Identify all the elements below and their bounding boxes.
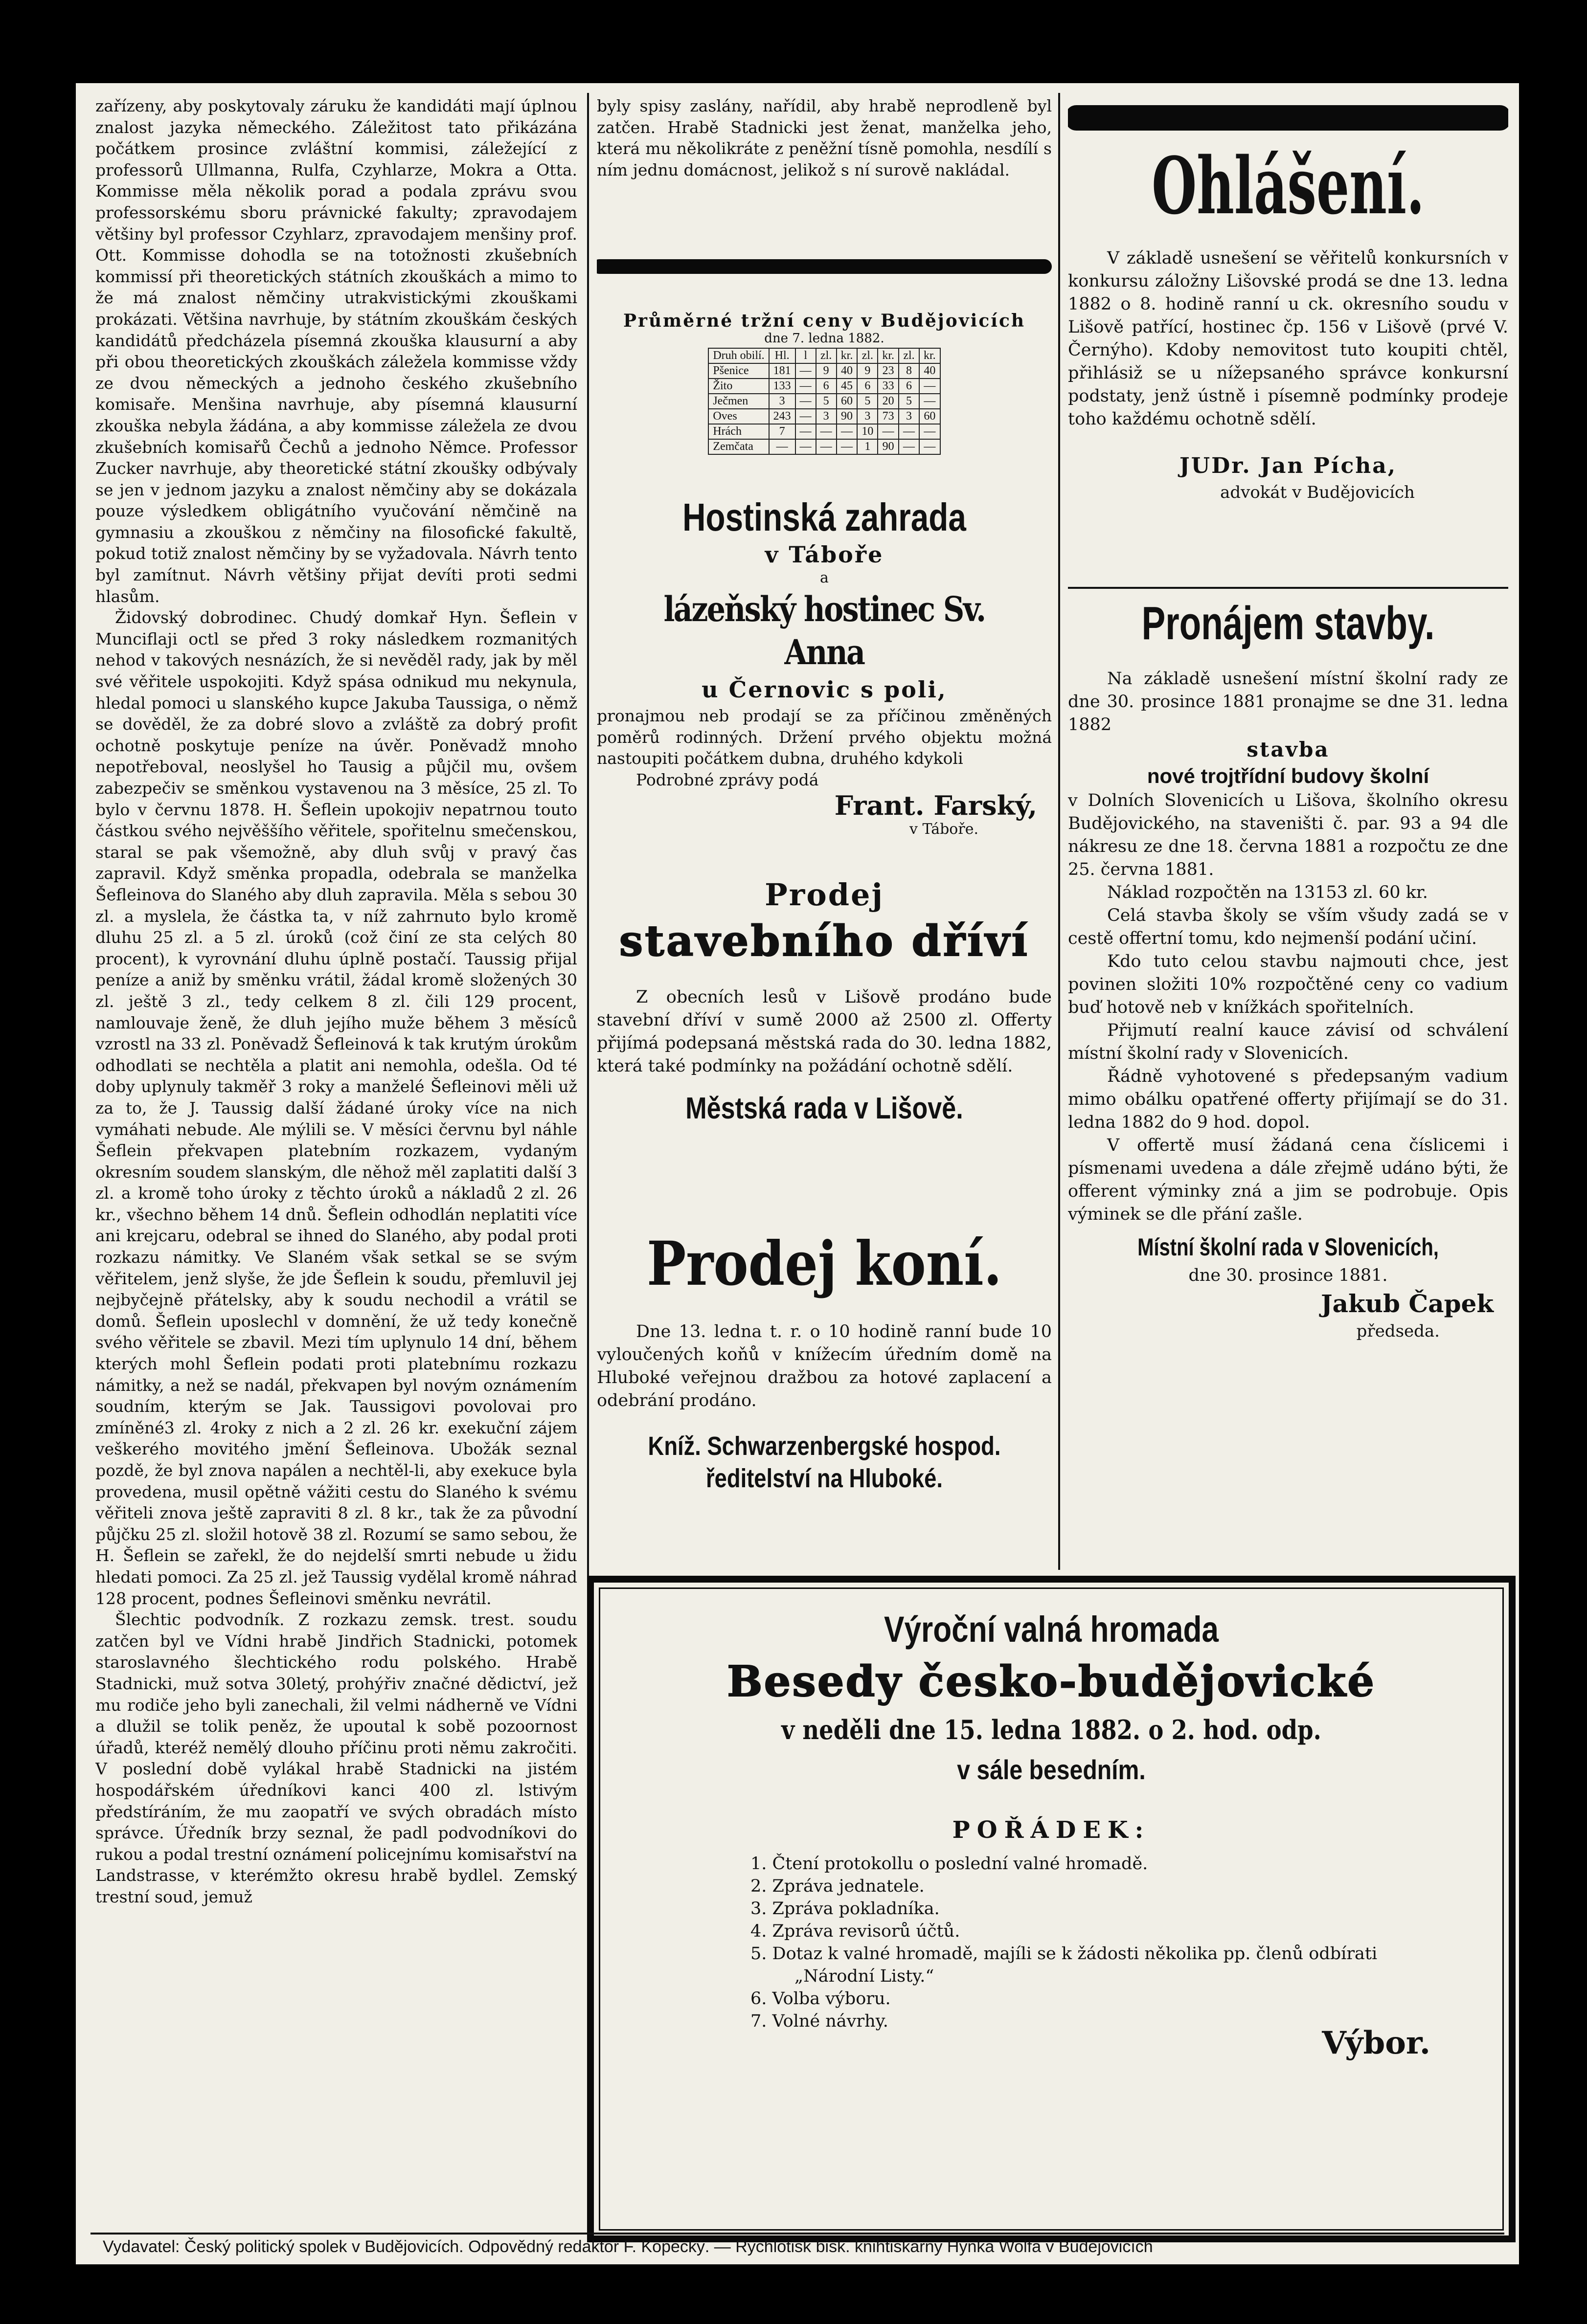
table-header-cell: kr.: [919, 348, 940, 363]
ad-where: v sále besedním.: [957, 1754, 1146, 1785]
prices-title: Průměrné tržní ceny v Budějovicích: [623, 311, 1026, 331]
table-row: [708, 379, 940, 394]
ad-subtitle: stavba: [1247, 737, 1330, 761]
table-cell: 90: [878, 439, 899, 454]
ad-signer: Kníž. Schwarzenbergské hospod.: [648, 1431, 1001, 1461]
table-cell: 3: [857, 409, 878, 424]
table-header-cell: zl.: [899, 348, 919, 363]
table-cell: 90: [837, 409, 858, 424]
table-cell: —: [919, 439, 940, 454]
ad-signer-role: advokát v Budějovicích: [1220, 483, 1415, 502]
ad-subtitle-2: nové trojtřídní budovy školní: [1147, 764, 1429, 787]
table-cell: —: [919, 394, 940, 409]
program-item: 6. Volba výboru.: [750, 1989, 891, 2009]
table-cell: 181: [769, 363, 795, 379]
ad-signer-2: ředitelství na Hluboké.: [706, 1464, 943, 1493]
table-cell: 3: [816, 409, 837, 424]
ad-separator: [1068, 587, 1508, 589]
ad-signer: JUDr. Jan Pícha,: [1179, 453, 1397, 478]
table-cell: 6: [816, 379, 837, 394]
footer-rule: [91, 2233, 1504, 2235]
table-cell: 3: [899, 409, 919, 424]
table-cell: 6: [899, 379, 919, 394]
prices-table: [708, 348, 940, 455]
table-header-cell: Druh obilí.: [708, 348, 769, 363]
table-cell: —: [795, 424, 816, 439]
table-header-cell: zl.: [816, 348, 837, 363]
ad-body: Řádně vyhotovené s předepsaným vadium mimo obálku opatřené offerty přijímají se do 31. ledna 1882 do 9 hod. dopol.: [1068, 1067, 1508, 1132]
ad-title-2: stavebního dříví: [619, 916, 1030, 966]
ad-role: předseda.: [1356, 1321, 1440, 1341]
table-cell: 5: [899, 394, 919, 409]
divider-bar: [1068, 105, 1508, 131]
table-cell: —: [816, 424, 837, 439]
program-title: POŘÁDEK:: [952, 1816, 1151, 1844]
table-cell: 60: [919, 409, 940, 424]
newspaper-page: [76, 83, 1519, 2264]
table-cell: —: [837, 439, 858, 454]
table-cell: 33: [878, 379, 899, 394]
ad-title: Hostinská zahrada: [682, 495, 966, 539]
table-cell: Oves: [708, 409, 769, 424]
ad-body: Náklad rozpočtěn na 13153 zl. 60 kr.: [1107, 883, 1428, 902]
ad-person: Jakub Čapek: [1320, 1289, 1494, 1318]
ad-pronajem: [1068, 594, 1508, 1341]
table-header-cell: Hl.: [769, 348, 795, 363]
table-cell: 60: [837, 394, 858, 409]
table-cell: —: [899, 439, 919, 454]
table-header-cell: zl.: [857, 348, 878, 363]
ad-signer: Frant. Farský,: [834, 790, 1037, 822]
table-cell: —: [795, 409, 816, 424]
ad-title-2: lázeňský hostinec Sv. Anna: [663, 589, 985, 672]
table-cell: —: [837, 424, 858, 439]
table-row: [708, 424, 940, 439]
table-cell: —: [795, 439, 816, 454]
program-item: 1. Čtení protokollu o poslední valné hromadě.: [750, 1854, 1148, 1874]
ad-body: v Dolních Slovenicích u Lišova, školního okresu Budějovického, na staveništi č. par. 93 a 94 dle nákresu ze dne 18. června 1881 a rozpočtu ze dne 25. června 1881.: [1068, 791, 1508, 879]
column-rule: [1058, 93, 1060, 1570]
table-cell: 40: [837, 363, 858, 379]
ad-hostinska: [597, 494, 1052, 838]
ad-ohlaseni: [1068, 139, 1508, 503]
ad-body: Kdo tuto celou stavbu najmouti chce, jest povinen složiti 10% rozpočtěné ceny co vadium buď hotově neb v knížkách spořitelních.: [1068, 952, 1508, 1017]
table-cell: 40: [919, 363, 940, 379]
article-paragraph: zařízeny, aby poskytovaly záruku že kandidáti mají úplnou znalost jazyka německého. Záležitost tato přikázána počátkem prosince zvláštní kommisi, záležející z professorů Ullmanna, Rulfa, Czyhlarze, Mokra a Otta. Kommisse měla několik porad a podala zprávu svou professorskému sboru právnické fakulty; zpravodajem většiny byl professor Czyhlarz, zpravodajem menšiny prof. Ott. Kommisse dohodla se na totožnosti zkušebních kommissí při theoretických státních zkouškách a mimo to že má znalost němčiny utrakvistickými zkouškami prokázati. Většina navrhuje, by státním zkouškám českých kandidátů předcházela písemná zkouška klausurní a aby při obou theoretických zkouškách záležela kommisse vždy ze dvou německých a jednoho českého zkušebního komisaře. Menšina navrhuje, aby písemná klausurní zkouška nebyla žádána, a aby kommisse záležela ze dvou zkušebních komisařů Čechů a jednoho Němce. Professor Zucker navrhuje, aby theoretické státní zkoušky odbývaly se jen v jednom jazyku a znalost němčiny aby se dokázala pouze výsledkem obligátního vyučování němčině na gymnasiu a zkouškou z němčiny na filosofické fakultě, pokud totiž znalost němčiny by se vyžadovala. Návrh tento byl zamítnut. Návrh většiny přijat devíti proti sedmi hlasům.: [95, 96, 577, 606]
table-cell: Pšenice: [708, 363, 769, 379]
table-row: [708, 439, 940, 454]
prices-body: [708, 363, 940, 454]
table-cell: —: [769, 439, 795, 454]
table-header-cell: kr.: [878, 348, 899, 363]
table-cell: —: [899, 424, 919, 439]
ad-body: V základě usnešení se věřitelů konkursních v konkursu záložny Lišovské prodá se dne 13. ledna 1882 o 8. hodině ranní u ck. okresního soudu v Lišově patřící, hostinec čp. 156 v Lišově (prvé V. Černýho). Kdoby nemovitost tuto koupiti chtěl, přihlásiž se u nížepsaného správce konkursní podstaty, jenž ústně i písemně podmínky prodeje toho každému ochotně sdělí.: [1068, 248, 1508, 429]
ad-body: Celá stavba školy se vším všudy zadá se v cestě offertní tomu, kdo nejmenší podání učiní.: [1068, 906, 1508, 948]
table-cell: —: [878, 424, 899, 439]
table-cell: 45: [837, 379, 858, 394]
program-item: 4. Zpráva revisorů účtů.: [750, 1922, 960, 1941]
ad-signer: Místní školní rada v Slovenicích,: [1137, 1233, 1439, 1261]
table-cell: 3: [769, 394, 795, 409]
table-cell: 73: [878, 409, 899, 424]
framed-ad-beseda: [587, 1576, 1516, 2242]
table-cell: Hrách: [708, 424, 769, 439]
imprint-footer: Vydavatel: Český politický spolek v Budějovicích. Odpovědný redaktor F. Kopecký. — Rychlotisk bisk. knihtiskárny Hynka Wolfa v Budějovicích: [103, 2237, 1153, 2256]
ad-when: v neděli dne 15. ledna 1882. o 2. hod. odp.: [781, 1714, 1321, 1745]
table-cell: —: [919, 379, 940, 394]
ad-body: Dne 13. ledna t. r. o 10 hodině ranní bude 10 vyloučených koňů v knížecím úředním domě na Hluboké veřejnou dražbou za hotové zaplacení a odebrání prodáno.: [597, 1322, 1052, 1410]
table-cell: Ječmen: [708, 394, 769, 409]
table-cell: —: [795, 379, 816, 394]
program-item: 3. Zpráva pokladníka.: [750, 1899, 940, 1919]
program-item: „Národní Listy.“: [794, 1966, 934, 1986]
table-cell: 1: [857, 439, 878, 454]
table-cell: —: [816, 439, 837, 454]
table-cell: —: [795, 394, 816, 409]
ad-body: V offertě musí žádaná cena číslicemi i písmenami uvedena a dále zřejmě udáno býti, že offerent výminky zná a jim se podrobuje. Opis výminek se dle přání zašle.: [1068, 1136, 1508, 1224]
table-header-cell: l: [795, 348, 816, 363]
ad-place: v Táboře: [765, 541, 884, 568]
table-row: [708, 394, 940, 409]
table-cell: 7: [769, 424, 795, 439]
table-row: [708, 363, 940, 379]
prices-date: dne 7. ledna 1882.: [764, 331, 884, 346]
program-item: 7. Volné návrhy.: [750, 2011, 888, 2031]
table-cell: 6: [857, 379, 878, 394]
table-header-row: [708, 348, 940, 363]
ad-title: Výroční valná hromada: [884, 1609, 1219, 1650]
right-column: [1068, 95, 1508, 1572]
table-cell: 9: [857, 363, 878, 379]
market-prices: [597, 311, 1052, 455]
table-cell: 5: [857, 394, 878, 409]
table-cell: 23: [878, 363, 899, 379]
table-cell: 243: [769, 409, 795, 424]
ad-title: Prodej koní.: [647, 1229, 1002, 1299]
ad-signer: Výbor.: [1322, 2025, 1430, 2061]
table-cell: 9: [816, 363, 837, 379]
ad-date: dne 30. prosince 1881.: [1188, 1266, 1388, 1285]
table-cell: 8: [899, 363, 919, 379]
ad-body: Z obecních lesů v Lišově prodáno bude stavební dříví v sumě 2000 až 2500 zl. Offerty přijímá podepsaná městská rada do 30. ledna 1882, která také podmínky na požádání ochotně sdělí.: [597, 987, 1052, 1076]
divider-bar: [597, 259, 1052, 274]
table-cell: 20: [878, 394, 899, 409]
ad-title: Prodej: [765, 877, 884, 913]
ad-title: Pronájem stavby.: [1141, 597, 1435, 649]
program-list: [613, 1853, 1489, 2033]
program-item: 2. Zpráva jednatele.: [750, 1877, 925, 1896]
ad-prodej-drivi: [597, 875, 1052, 1131]
table-cell: 5: [816, 394, 837, 409]
ad-body: pronajmou neb prodají se za příčinou změněných poměrů rodinných. Držení prvého objektu možná nastoupiti počátkem dubna, druhého kdykoli: [597, 706, 1052, 768]
ad-signer-place: v Táboře.: [909, 821, 978, 838]
table-row: [708, 409, 940, 424]
table-cell: —: [919, 424, 940, 439]
ad-place-2: u Černovic s poli,: [702, 676, 947, 703]
program-item: 5. Dotaz k valné hromadě, majíli se k žádosti několika pp. členů odbírati: [750, 1944, 1378, 1964]
article-paragraph: Židovský dobrodinec. Chudý domkař Hyn. Šeflein v Munciflaji octl se před 3 roky následkem rozmanitých nehod v takových nesnázích, že si nevěděl rady, jak by měl své věřitele uspokojiti. Když spása odnikud mu nekynula, hledal pomoci u slanského kupce Jakuba Taussiga, o němž se dověděl, že za dobré slovo a zvláště za dobrý profit ochotně poskytuje peníze na úvěr. Poněvadž mnoho nepotřeboval, neoslyšel ho Tausig a půjčil mu, ovšem zabezpečiv se směnkou vystavenou na 3 měsíce, 25 zl. To bylo v červnu 1878. H. Šeflein upokojiv nepatrnou touto částkou svého nejvěššího věřitele, spořitelnu smečenskou, staral se pak všemožně, aby dluh svůj v pravý čas zapravil. Když směnka propadla, odebrala se manželka Šefleinova do Slaného aby dluh zapravila. Měla s sebou 30 zl. a myslela, že částka ta, v níž zahrnuto bylo kromě dluhu 25 zl. a 5 zl. úroků (což činí ze sta celých 80 procent), k vyrovnání dluhu úplně postačí. Taussig přijal peníze a aniž by směnku vrátil, žádal kromě složených 30 zl. ještě 3 zl., tedy celkem 8 zl. čili 129 procent, namlouvaje ženě, že dluh jejího muže během 3 měsíců vzrostl na 33 zl. Poněvadž Šefleinová k tak krutým úrokům odhodlati se nechtěla a platit ani nemohla, odešla. Od té doby uplynuly takměř 3 roky a manželé Šefleinovi měli už za to, že J. Taussig další žádané úroky více na nich vymáhati nebude. Ale mýlili se. V měsíci červnu byl náhle Šeflein překvapen platebním rozkazem, vydaným okresním soudem slanským, dle něhož měl zaplatiti další 3 zl. a kromě toho úroky z těchto úroků a nákladů 2 zl. 26 kr., všechno během 14 dnů. Šeflein odhodlán neplatiti více ani krejcaru, odebral se ihned do Slaného, aby podal proti rozkazu námitky. Ve Slaném však setkal se se svým věřitelem, jenž slyše, že jde Šeflein k soudu, přemluvil jej nejbyčejně přátelsky, aby k soudu nechodil a vrátil se domů. Šeflein uposlechl v domnění, že už tedy konečně svého věřitele se zbavil. Mezi tím uplynulo 14 dní, během kterých mohl Šeflein podati proti platebnímu rozkazu námitky, a než se nadál, překvapen byl novým oznámením soudním, kterým se Jak. Taussigovi povolovai pro zmíněné3 zl. 4roky z nich a 2 zl. 26 kr. exekuční zájem veškerého movitého jmění Šefleinova. Ubožák seznal pozdě, že byl znova napálen a nechtěl-li, aby exekuce byla provedena, musil opětně vážiti cestu do Slaného k svému věřiteli znova ještě zapraviti 8 zl. 8 kr., tak že za původní půjčku 25 zl. složil hotově 38 zl. Rozumí se samo sebou, že H. Šeflein se zařekl, že do nejdelší smrti nebude u židu hledati pomoci. Za 25 zl. jež Taussig vydělal kromě náhrad 128 procent, podnes Šefleinovi směnku nevrátil.: [95, 608, 577, 1608]
table-cell: 10: [857, 424, 878, 439]
ad-body: Na základě usnešení místní školní rady ze dne 30. prosince 1881 pronajme se dne 31. ledna 1882: [1068, 669, 1508, 735]
article-continuation: byly spisy zaslány, nařídil, aby hrabě neprodleně byl zatčen. Hrabě Stadnicki jest ženat, manželka jeho, která mu několikráte z peněžní tísně pomohla, nesdílí s ním jednu domácnost, jelikož s ní surově nakládal.: [597, 96, 1052, 179]
ad-org: Besedy česko-budějovické: [726, 1657, 1376, 1706]
table-cell: —: [795, 363, 816, 379]
ad-signer: Městská rada v Lišově.: [685, 1092, 963, 1125]
ad-body-more: Podrobné zprávy podá: [636, 770, 819, 789]
left-column: [95, 95, 577, 2236]
ad-prodej-koni: [597, 1228, 1052, 1495]
ad-title: Ohlášení.: [1152, 140, 1425, 232]
ad-body: Přijmutí realní kauce závisí od schválení místní školní rady v Slovenicích.: [1068, 1021, 1508, 1063]
table-cell: Zemčata: [708, 439, 769, 454]
table-header-cell: kr.: [837, 348, 858, 363]
table-cell: Žito: [708, 379, 769, 394]
ad-and: a: [820, 569, 829, 586]
table-cell: 133: [769, 379, 795, 394]
article-paragraph: Šlechtic podvodník. Z rozkazu zemsk. trest. soudu zatčen byl ve Vídni hrabě Jindřich Stadnicki, potomek staroslavného šlechtického rodu polského. Hrabě Stadnicki, muž sotva 30letý, prohýřiv značné dědictví, jež mu rodiče jeho byli zanechali, žil velmi nádherně ve Vídni a dlužil se tolik peněz, že upoutal k sobě pozoornost úřadů, kteréž nemělý dlouho příčinu proti němu zakročiti. V poslední době vylákal hrabě Stadnicki na jistém hospodářském úředníkovi kanci 400 zl. lstivým předstíráním, že mu zaopatří ve svých obradách místo správce. Úředník brzy seznal, že padl podvodníkovi do rukou a podal trestní oznámení policejnímu komisařství na Landstrasse, v kterémžto okresu hrabě bydlel. Zemský trestní soud, jemuž: [95, 1610, 577, 1906]
